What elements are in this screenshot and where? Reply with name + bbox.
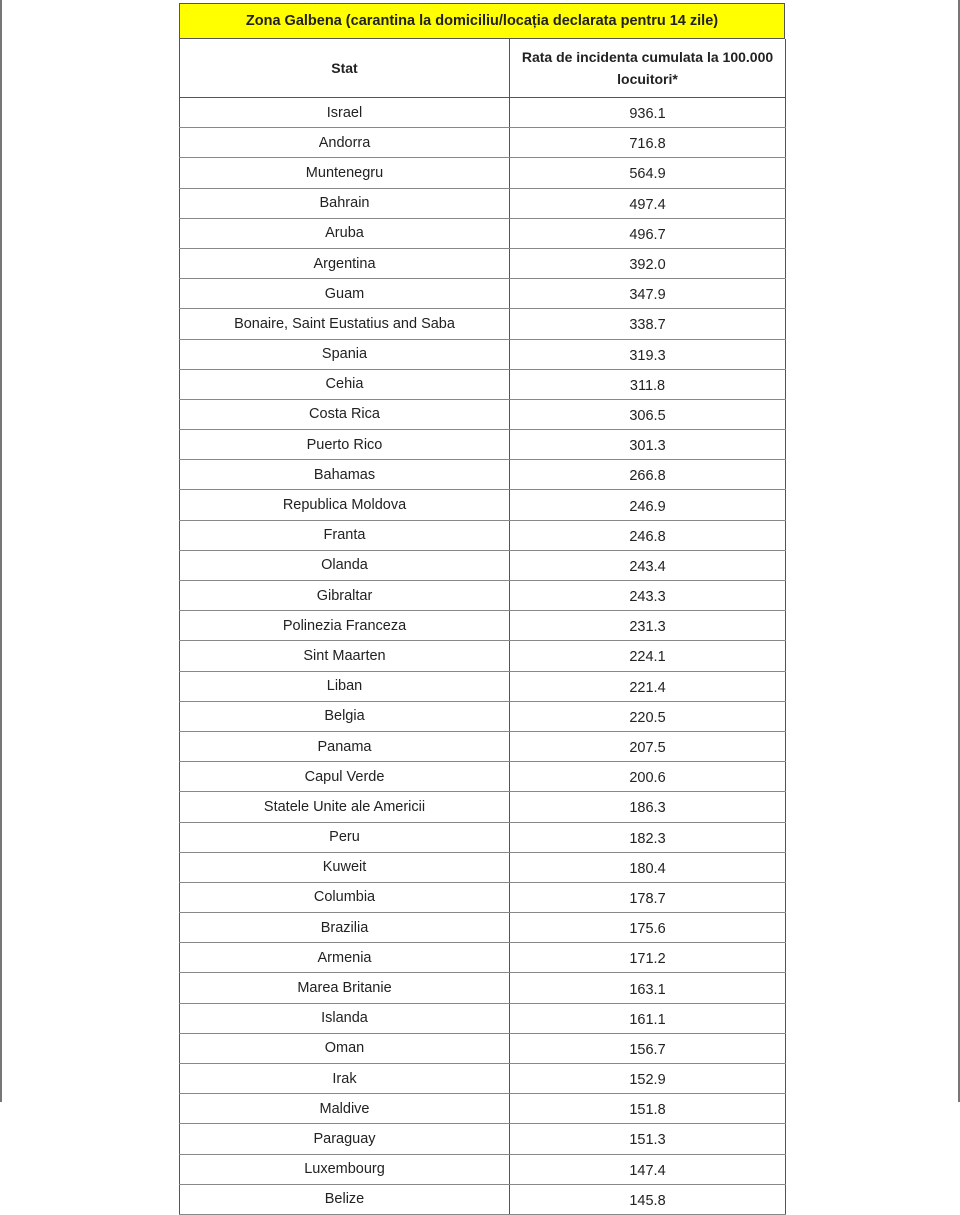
rate-cell: 311.8 <box>510 369 786 399</box>
rate-cell: 163.1 <box>510 973 786 1003</box>
table-row <box>180 188 786 218</box>
rate-cell: 338.7 <box>510 309 786 339</box>
country-cell: Israel <box>180 98 510 128</box>
country-cell: Marea Britanie <box>180 973 510 1003</box>
country-cell: Armenia <box>180 943 510 973</box>
rate-cell: 306.5 <box>510 399 786 429</box>
country-cell: Guam <box>180 279 510 309</box>
country-cell: Bonaire, Saint Eustatius and Saba <box>180 309 510 339</box>
table-row <box>180 852 786 882</box>
rate-cell: 936.1 <box>510 98 786 128</box>
rate-cell: 178.7 <box>510 882 786 912</box>
rate-cell: 243.4 <box>510 550 786 580</box>
country-cell: Spania <box>180 339 510 369</box>
country-cell: Republica Moldova <box>180 490 510 520</box>
rate-cell: 220.5 <box>510 701 786 731</box>
country-cell: Columbia <box>180 882 510 912</box>
rate-cell: 497.4 <box>510 188 786 218</box>
rate-cell: 224.1 <box>510 641 786 671</box>
incidence-table <box>179 39 786 1215</box>
table-row <box>180 973 786 1003</box>
table-row <box>180 490 786 520</box>
table-title: Zona Galbena (carantina la domiciliu/locația declarata pentru 14 zile) <box>179 3 785 39</box>
rate-cell: 347.9 <box>510 279 786 309</box>
country-cell: Panama <box>180 731 510 761</box>
rate-cell: 231.3 <box>510 611 786 641</box>
table-row <box>180 248 786 278</box>
table-row <box>180 1033 786 1063</box>
table-row <box>180 550 786 580</box>
country-cell: Sint Maarten <box>180 641 510 671</box>
country-cell: Belize <box>180 1184 510 1214</box>
table-row <box>180 339 786 369</box>
country-cell: Kuweit <box>180 852 510 882</box>
table-row <box>180 1003 786 1033</box>
country-cell: Cehia <box>180 369 510 399</box>
table-row <box>180 671 786 701</box>
table-row <box>180 460 786 490</box>
document-page <box>179 3 785 1215</box>
country-cell: Polinezia Franceza <box>180 611 510 641</box>
country-cell: Brazilia <box>180 913 510 943</box>
table-row <box>180 520 786 550</box>
table-row <box>180 1184 786 1214</box>
rate-cell: 496.7 <box>510 218 786 248</box>
table-row <box>180 1154 786 1184</box>
rate-cell: 716.8 <box>510 128 786 158</box>
country-cell: Liban <box>180 671 510 701</box>
table-row <box>180 369 786 399</box>
country-cell: Puerto Rico <box>180 430 510 460</box>
country-cell: Capul Verde <box>180 762 510 792</box>
table-row <box>180 581 786 611</box>
table-row <box>180 611 786 641</box>
table-row <box>180 158 786 188</box>
country-cell: Islanda <box>180 1003 510 1033</box>
rate-cell: 182.3 <box>510 822 786 852</box>
rate-cell: 152.9 <box>510 1064 786 1094</box>
rate-cell: 207.5 <box>510 731 786 761</box>
rate-cell: 301.3 <box>510 430 786 460</box>
country-cell: Belgia <box>180 701 510 731</box>
rate-cell: 266.8 <box>510 460 786 490</box>
rate-cell: 175.6 <box>510 913 786 943</box>
country-cell: Maldive <box>180 1094 510 1124</box>
rate-cell: 151.3 <box>510 1124 786 1154</box>
country-cell: Statele Unite ale Americii <box>180 792 510 822</box>
country-cell: Oman <box>180 1033 510 1063</box>
country-cell: Argentina <box>180 248 510 278</box>
country-cell: Peru <box>180 822 510 852</box>
table-row <box>180 731 786 761</box>
rate-cell: 161.1 <box>510 1003 786 1033</box>
country-cell: Bahrain <box>180 188 510 218</box>
table-row <box>180 1094 786 1124</box>
table-row <box>180 822 786 852</box>
table-row <box>180 399 786 429</box>
country-cell: Luxembourg <box>180 1154 510 1184</box>
header-rate: Rata de incidenta cumulata la 100.000 locuitori* <box>510 39 786 98</box>
country-cell: Franta <box>180 520 510 550</box>
rate-cell: 180.4 <box>510 852 786 882</box>
country-cell: Paraguay <box>180 1124 510 1154</box>
header-country: Stat <box>180 39 510 98</box>
table-row <box>180 1064 786 1094</box>
table-row <box>180 279 786 309</box>
rate-cell: 200.6 <box>510 762 786 792</box>
country-cell: Muntenegru <box>180 158 510 188</box>
table-row <box>180 792 786 822</box>
country-cell: Andorra <box>180 128 510 158</box>
table-body <box>180 98 786 1215</box>
rate-cell: 147.4 <box>510 1154 786 1184</box>
table-row <box>180 98 786 128</box>
rate-cell: 151.8 <box>510 1094 786 1124</box>
rate-cell: 221.4 <box>510 671 786 701</box>
country-cell: Gibraltar <box>180 581 510 611</box>
country-cell: Aruba <box>180 218 510 248</box>
rate-cell: 564.9 <box>510 158 786 188</box>
rate-cell: 145.8 <box>510 1184 786 1214</box>
table-row <box>180 882 786 912</box>
rate-cell: 186.3 <box>510 792 786 822</box>
table-header-row <box>180 39 786 98</box>
table-row <box>180 309 786 339</box>
country-cell: Olanda <box>180 550 510 580</box>
page-border-left <box>0 0 2 1102</box>
rate-cell: 171.2 <box>510 943 786 973</box>
rate-cell: 246.8 <box>510 520 786 550</box>
rate-cell: 392.0 <box>510 248 786 278</box>
table-row <box>180 762 786 792</box>
country-cell: Costa Rica <box>180 399 510 429</box>
table-row <box>180 943 786 973</box>
country-cell: Bahamas <box>180 460 510 490</box>
country-cell: Irak <box>180 1064 510 1094</box>
table-row <box>180 1124 786 1154</box>
rate-cell: 319.3 <box>510 339 786 369</box>
rate-cell: 156.7 <box>510 1033 786 1063</box>
table-row <box>180 641 786 671</box>
table-row <box>180 913 786 943</box>
table-row <box>180 701 786 731</box>
table-row <box>180 430 786 460</box>
table-row <box>180 128 786 158</box>
rate-cell: 246.9 <box>510 490 786 520</box>
rate-cell: 243.3 <box>510 581 786 611</box>
table-row <box>180 218 786 248</box>
